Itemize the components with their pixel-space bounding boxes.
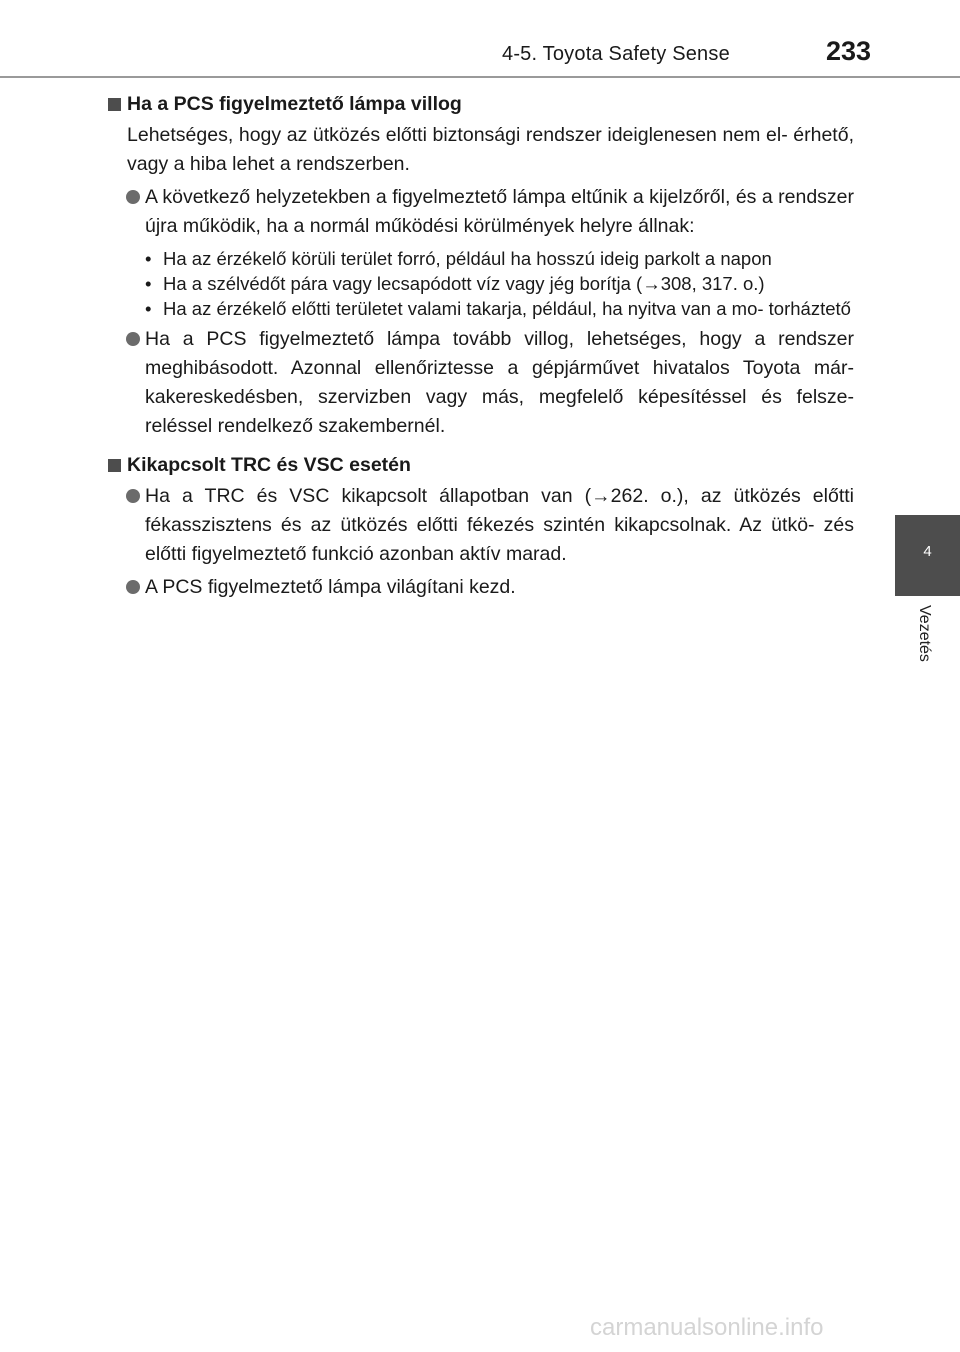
list-item [108, 325, 854, 441]
chapter-label: Vezetés [916, 605, 933, 662]
page-content [108, 90, 854, 606]
list-item [108, 573, 854, 602]
list-item [108, 482, 854, 569]
sub-list-item [145, 247, 854, 271]
chapter-tab [895, 515, 960, 596]
section-heading-text: Ha a PCS figyelmeztető lámpa villog [127, 93, 462, 115]
header-divider [0, 76, 960, 78]
list-item [108, 183, 854, 241]
dot-bullet-icon: • [145, 248, 152, 269]
dot-bullet-icon: • [145, 298, 152, 319]
watermark-text: carmanualsonline.info [590, 1314, 824, 1341]
sub-list-item [145, 272, 854, 296]
sub-list-item-text: Ha az érzékelő előtti területet valami takarja, például, ha nyitva van a mo- torháztető [163, 298, 851, 319]
list-item-text: A következő helyzetekben a figyelmeztető lámpa eltűnik a kijelzőről, és a rendszer újra működik, ha a normál működési körülmények helyre állnak: [145, 186, 854, 237]
sub-list-item-text: Ha a szélvédőt pára vagy lecsapódott víz vagy jég borítja (→308, 317. o.) [163, 273, 765, 294]
list-item-text: Ha a PCS figyelmeztető lámpa tovább villog, lehetséges, hogy a rendszer meghibásodott. Azonnal ellenőriztesse a gépjárművet hivatalos Toyota már- kakereskedésben, szervizben vagy más, megfelelő képesítéssel és felsze- reléssel rendelkező szakembernél. [145, 328, 854, 437]
list-item-text: Ha a TRC és VSC kikapcsolt állapotban van (→262. o.), az ütközés előtti fékasszisztens és az ütközés előtti fékezés szintén kikapcsolnak. Az ütkö- zés előtti figyelmeztető funkció azonban aktív marad. [145, 485, 854, 565]
page-header [0, 0, 960, 80]
section-heading-text: Kikapcsolt TRC és VSC esetén [127, 454, 411, 476]
section-heading [108, 451, 854, 480]
section-intro: Lehetséges, hogy az ütközés előtti biztonsági rendszer ideiglenesen nem el- érhető, vagy a hiba lehet a rendszerben. [127, 124, 854, 175]
circle-bullet-icon [126, 190, 140, 204]
section-heading [108, 90, 854, 119]
sub-list [108, 247, 854, 321]
square-bullet-icon [108, 459, 121, 472]
page-number: 233 [826, 36, 872, 66]
section-title: 4-5. Toyota Safety Sense [502, 43, 730, 65]
circle-bullet-icon [126, 332, 140, 346]
sub-list-item [145, 297, 854, 321]
sub-list-item-text: Ha az érzékelő körüli terület forró, például ha hosszú ideig parkolt a napon [163, 248, 772, 269]
circle-bullet-icon [126, 580, 140, 594]
circle-bullet-icon [126, 489, 140, 503]
square-bullet-icon [108, 98, 121, 111]
dot-bullet-icon: • [145, 273, 152, 294]
chapter-number: 4 [923, 543, 932, 560]
list-item-text: A PCS figyelmeztető lámpa világítani kezd. [145, 576, 516, 598]
